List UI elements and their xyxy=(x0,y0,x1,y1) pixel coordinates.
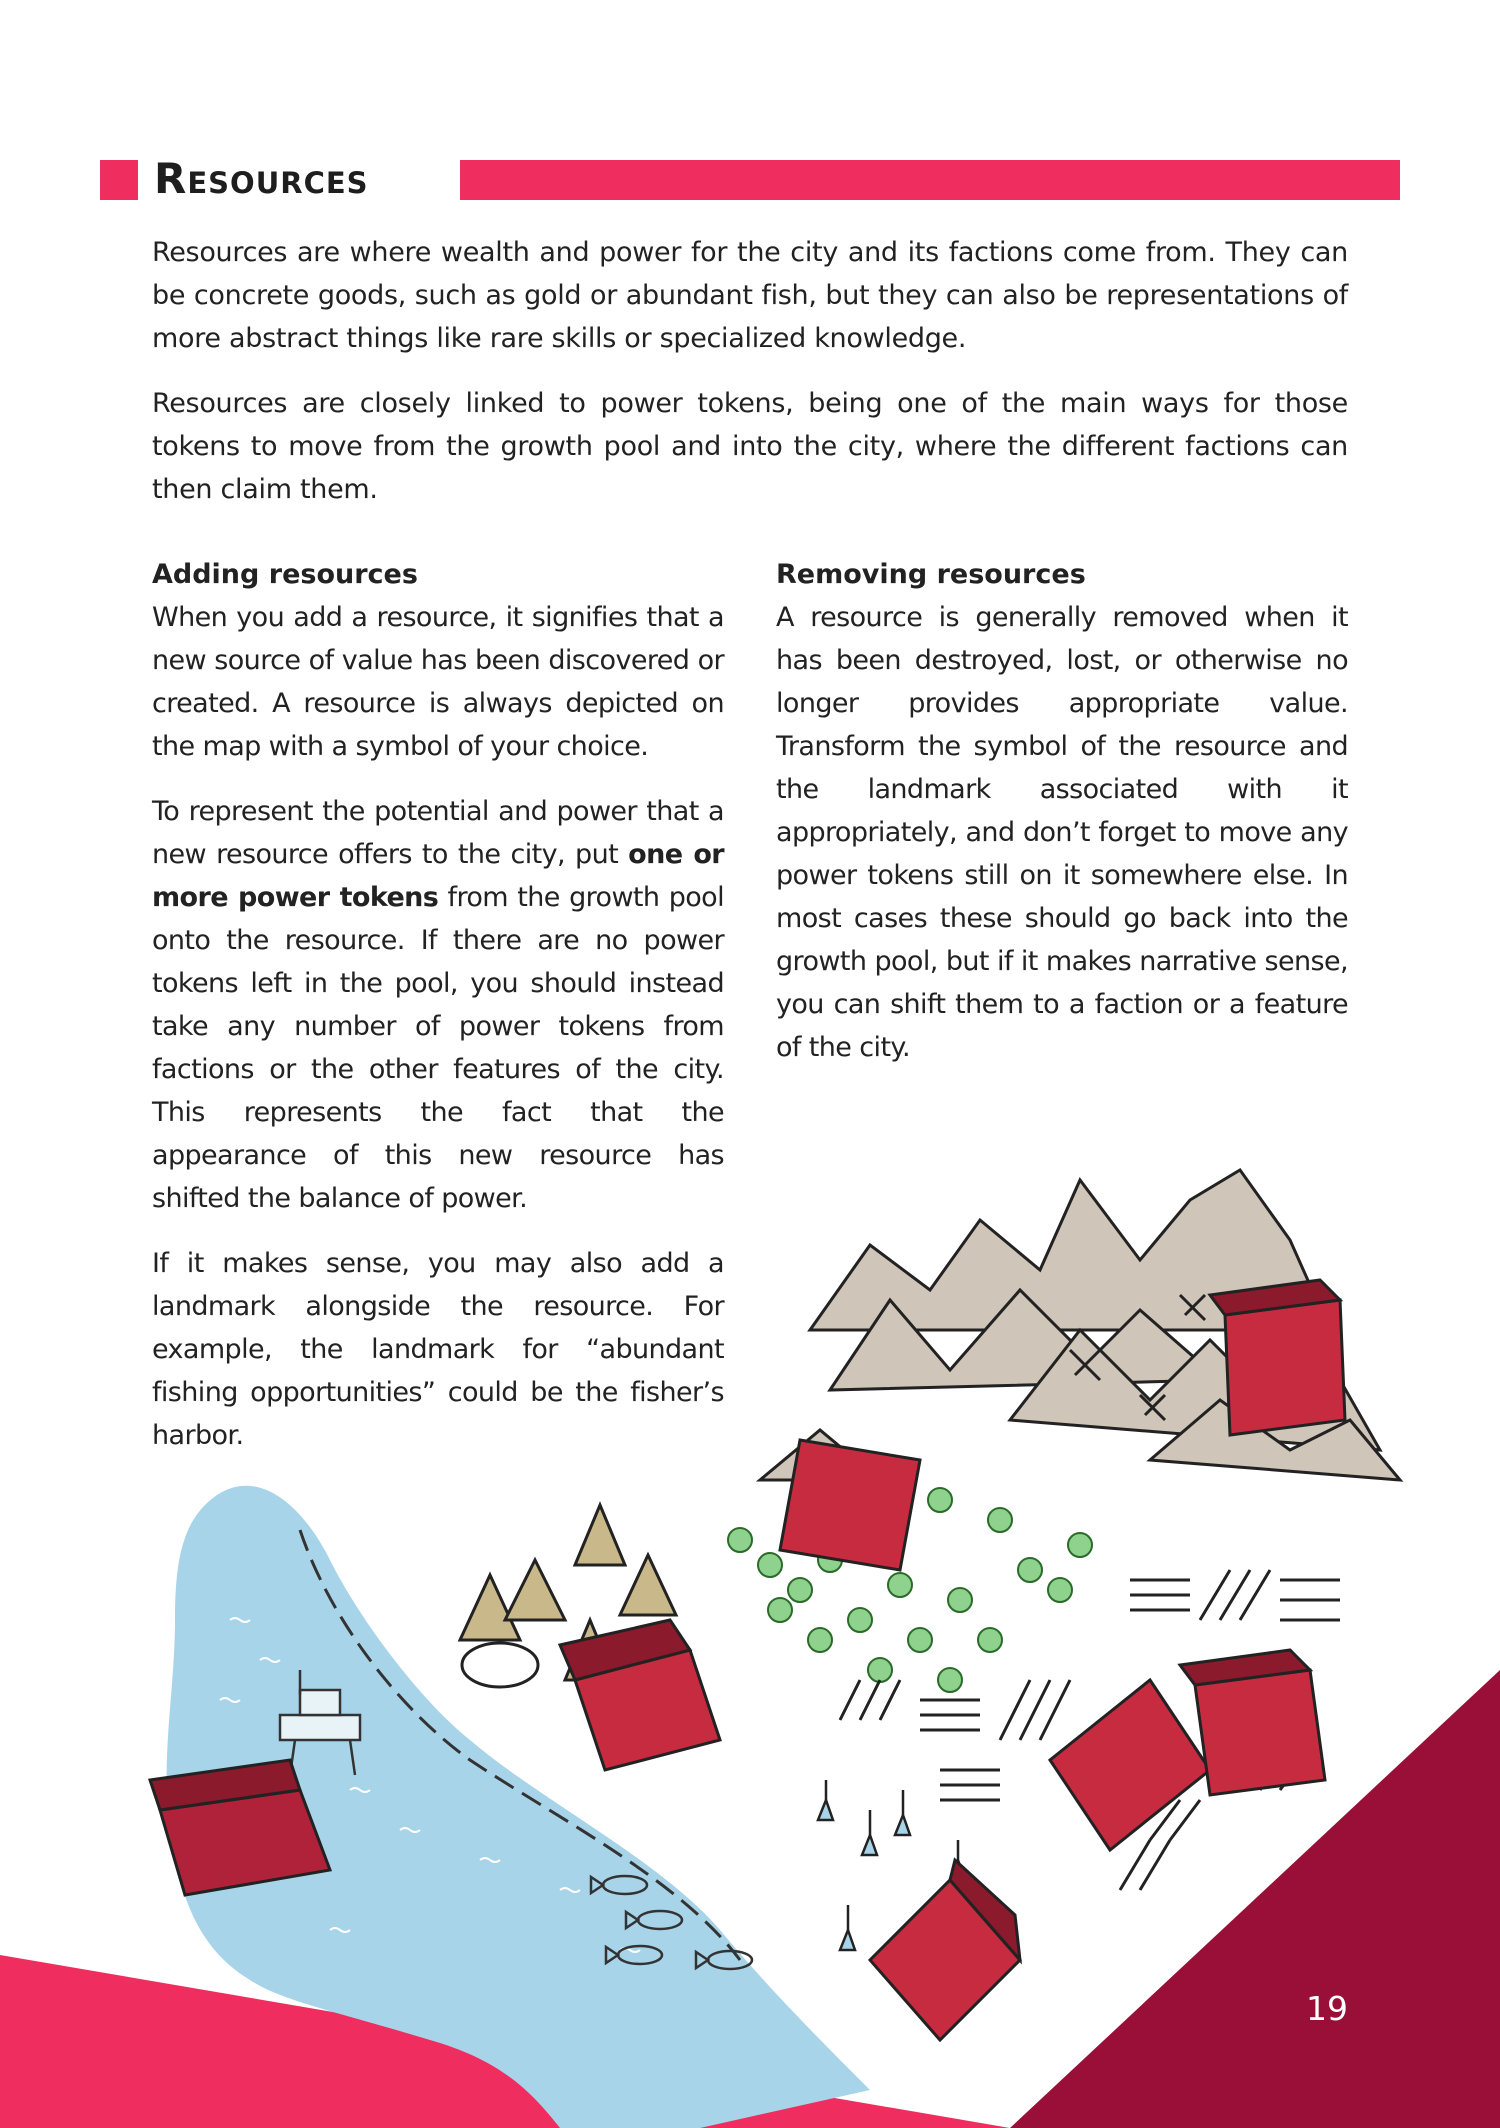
power-token xyxy=(560,1620,720,1770)
power-token xyxy=(870,1860,1020,2040)
adding-paragraph: When you add a resource, it signifies that a new source of value has been discovered or created. A resource is always depicted on the map with a symbol of your choice. xyxy=(152,602,724,762)
bold-phrase: one or more power tokens xyxy=(152,839,724,913)
power-token xyxy=(1050,1680,1210,1850)
page-title: Resources xyxy=(154,154,369,203)
well-icon xyxy=(462,1643,538,1687)
intro-paragraph: Resources are where wealth and power for the city and its factions come from. They can be concrete goods, such as gold or abundant fish, but they can also be representations of more abstract things like rare skills or specialized knowledge. xyxy=(152,237,1348,354)
power-token xyxy=(780,1440,920,1570)
text-span: from the growth pool onto the resource. If there are no power tokens left in the pool, you should instead take any number of power tokens from factions or the other features of the city. This represents the fact that the appearance of this new resource has shifted the balance of power. xyxy=(152,882,724,1214)
removing-paragraph: A resource is generally removed when it has been destroyed, lost, or otherwise no longer provides appropriate value. Transform the symbol of the resource and the landmark associated with it appropriately, and don’t forget to move any power tokens still on it somewhere else. In most cases these should go back into the growth pool, but if it makes narrative sense, you can shift them to a faction or a feature of the city. xyxy=(776,602,1348,1063)
text-span: To represent the potential and power that a new resource offers to the city, put xyxy=(152,796,724,870)
power-token xyxy=(1210,1280,1345,1435)
page-number: 19 xyxy=(1306,1989,1348,2028)
adding-paragraph: If it makes sense, you may also add a landmark alongside the resource. For example, the landmark for “abundant fishing opportunities” could be the fisher’s harbor. xyxy=(152,1248,724,1451)
removing-resources-heading: Removing resources xyxy=(776,559,1086,590)
intro-paragraph: Resources are closely linked to power tokens, being one of the main ways for those tokens to move from the growth pool and into the city, where the different factions can then claim them. xyxy=(152,388,1348,505)
adding-resources-heading: Adding resources xyxy=(152,559,418,590)
